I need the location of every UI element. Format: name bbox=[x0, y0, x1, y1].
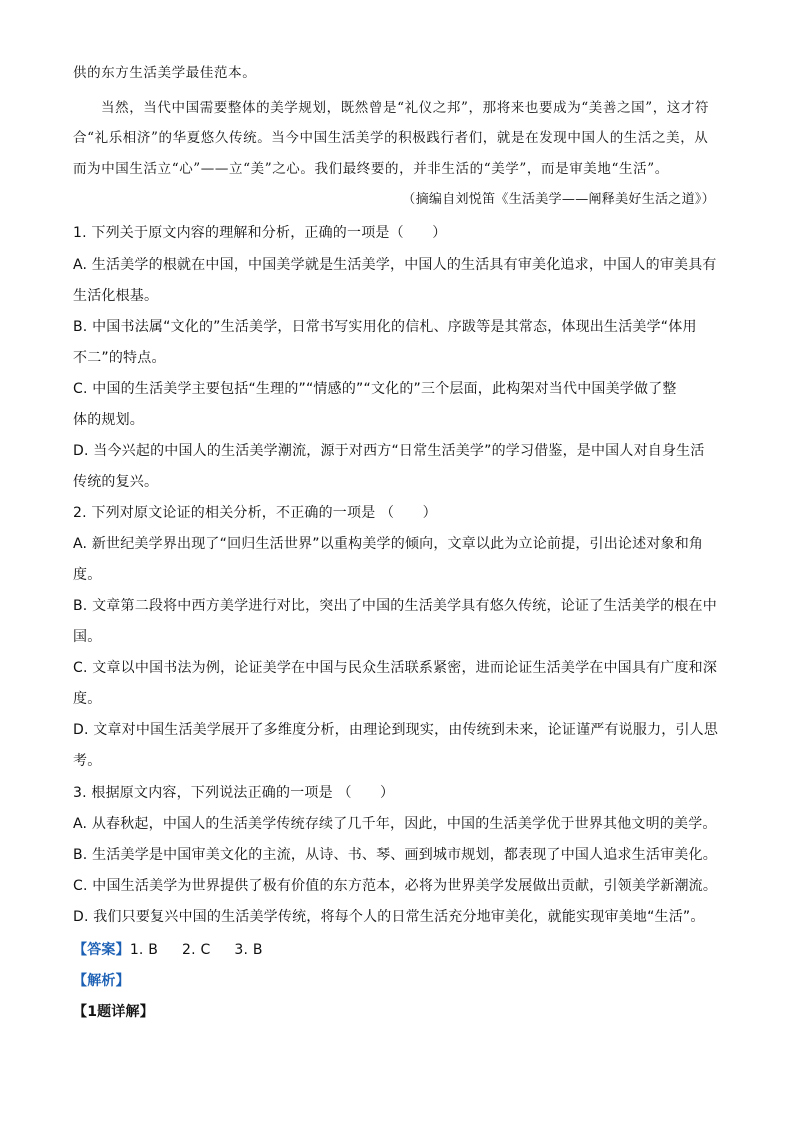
passage-line: 而为中国生活立“心”——立“美”之心。我们最终要的，并非生活的“美学”，而是审美地“生活”。 bbox=[73, 161, 669, 177]
option-line: 传统的复兴。 bbox=[73, 474, 159, 490]
option-line: 度。 bbox=[73, 567, 102, 583]
question-stem: 1. 下列关于原文内容的理解和分析，正确的一项是（ ） bbox=[73, 225, 447, 241]
answer-item: 2. C bbox=[182, 942, 211, 958]
answer-item: 3. B bbox=[234, 942, 263, 958]
option-line: D. 文章对中国生活美学展开了多维度分析，由理论到现实，由传统到未来，论证谨严有说服力，引人思 bbox=[73, 722, 719, 738]
option-line: 生活化根基。 bbox=[73, 288, 159, 304]
option-line: A. 新世纪美学界出现了“回归生活世界”以重构美学的倾向，文章以此为立论前提，引出论述对象和角 bbox=[73, 536, 704, 552]
option-line: C. 中国生活美学为世界提供了极有价值的东方范本，必将为世界美学发展做出贡献，引领美学新潮流。 bbox=[73, 878, 718, 894]
option-line: 体的规划。 bbox=[73, 412, 144, 428]
answer-row bbox=[73, 941, 287, 959]
option-line: 国。 bbox=[73, 629, 102, 645]
passage-source: （摘编自刘悦笛《生活美学——阐释美好生活之道》） bbox=[402, 192, 715, 207]
passage-line: 合“礼乐相济”的华夏悠久传统。当今中国生活美学的积极践行者们，就是在发现中国人的生活之美，从 bbox=[73, 130, 709, 146]
option-line: D. 当今兴起的中国人的生活美学潮流，源于对西方“日常生活美学”的学习借鉴，是中国人对自身生活 bbox=[73, 443, 705, 459]
option-line: 考。 bbox=[73, 753, 102, 769]
option-line: 度。 bbox=[73, 691, 102, 707]
question-stem: 3. 根据原文内容，下列说法正确的一项是 （ ） bbox=[73, 785, 395, 801]
option-line: B. 文章第二段将中西方美学进行对比，突出了中国的生活美学具有悠久传统，论证了生活美学的根在中 bbox=[73, 598, 717, 614]
analysis-label: 【解析】 bbox=[73, 973, 130, 989]
passage-line: 供的东方生活美学最佳范本。 bbox=[73, 65, 257, 81]
option-line: 不二”的特点。 bbox=[73, 350, 166, 366]
answer-label: 【答案】 bbox=[73, 942, 130, 958]
option-line: B. 生活美学是中国审美文化的主流，从诗、书、琴、画到城市规划，都表现了中国人追求生活审美化。 bbox=[73, 847, 717, 863]
question-stem: 2. 下列对原文论证的相关分析，不正确的一项是 （ ） bbox=[73, 505, 437, 521]
option-line: A. 生活美学的根就在中国，中国美学就是生活美学，中国人的生活具有审美化追求，中国人的审美具有 bbox=[73, 257, 717, 273]
option-line: C. 文章以中国书法为例，论证美学在中国与民众生活联系紧密，进而论证生活美学在中国具有广度和深 bbox=[73, 660, 718, 676]
passage-line: 当然，当代中国需要整体的美学规划，既然曾是“礼仪之邦”，那将来也要成为“美善之国”，这才符 bbox=[101, 100, 710, 116]
option-line: C. 中国的生活美学主要包括“生理的”“情感的”“文化的”三个层面，此构架对当代中国美学做了整 bbox=[73, 381, 677, 397]
option-line: B. 中国书法属“文化的”生活美学，日常书写实用化的信札、序跋等是其常态，体现出生活美学“体用 bbox=[73, 319, 697, 335]
option-line: D. 我们只要复兴中国的生活美学传统，将每个人的日常生活充分地审美化，就能实现审美地“生活”。 bbox=[73, 909, 705, 925]
detail-label: 【1题详解】 bbox=[73, 1004, 154, 1020]
answer-item: 1. B bbox=[129, 942, 159, 958]
option-line: A. 从春秋起，中国人的生活美学传统存续了几千年，因此，中国的生活美学优于世界其他文明的美学。 bbox=[73, 816, 717, 832]
